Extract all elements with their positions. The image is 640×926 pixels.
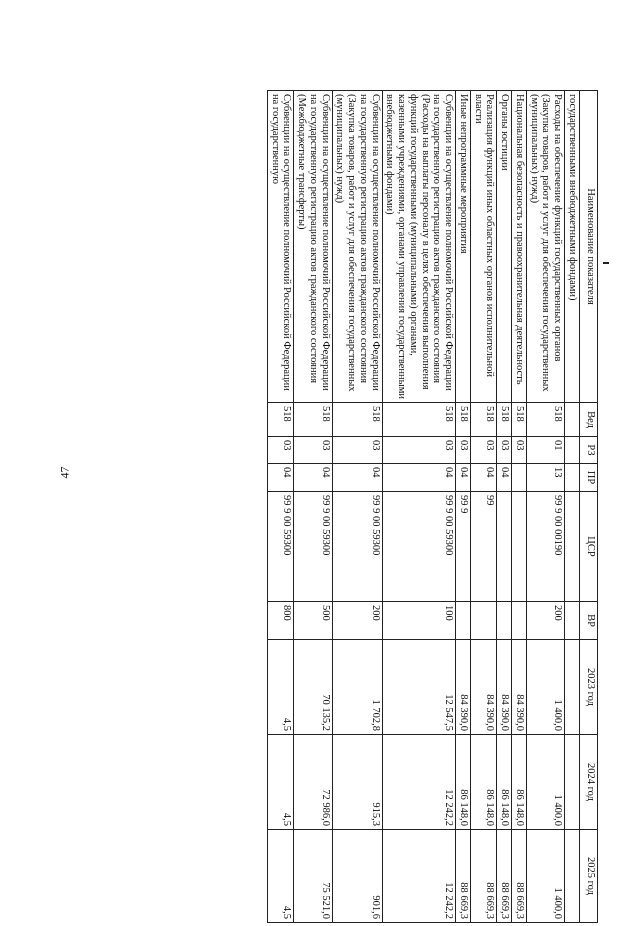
cell-2024: 86 148,0 [456,735,471,830]
cell-ved [565,403,580,437]
cell-2024: 12 242,2 [382,735,456,830]
cell-pr: 04 [332,464,382,492]
cell-2025: 88 669,3 [512,830,527,923]
budget-table [267,90,598,923]
cell-2023: 1 702,8 [332,640,382,735]
cell-csr: 99 9 [456,492,471,602]
cell-name: Реализация функций иных областных органов исполнительной власти [471,91,498,403]
cell-ved: 518 [456,403,471,437]
cell-csr: 99 9 00 59300 [294,492,332,602]
cell-pr: 04 [471,464,498,492]
cell-name: Субвенции на осуществление полномочий Российской Федерации на государственную регистрацию актов гражданского состояния (Межбюджетные трансферты) [294,91,332,403]
cell-name: Субвенции на осуществление полномочий Российской Федерации на государственную регистрацию актов гражданского состояния (Закупка товаров, работ и услуг для обеспечения государственных (муниципальных) нужд) [332,91,382,403]
cell-pr: 04 [268,464,295,492]
scan-mark [603,262,609,264]
cell-rz: 03 [497,437,512,464]
cell-vr [471,602,498,640]
table-row [497,91,512,923]
table-row [471,91,498,923]
cell-ved: 518 [497,403,512,437]
cell-2023: 4,5 [268,640,295,735]
cell-csr: 99 9 00 00190 [527,492,565,602]
cell-2025 [565,830,580,923]
cell-rz: 03 [268,437,295,464]
cell-name: Расходы на обеспечение функций государственных органов (Закупка товаров, работ и услуг для обеспечения государственных (муниципальных) нужд) [527,91,565,403]
col-header-name: Наименование показателя [580,91,598,403]
cell-rz: 01 [527,437,565,464]
table-row [527,91,565,923]
cell-csr [497,492,512,602]
cell-rz: 03 [382,437,456,464]
cell-rz [565,437,580,464]
cell-2024 [565,735,580,830]
table-row [332,91,382,923]
cell-pr: 13 [527,464,565,492]
cell-2023: 84 390,0 [512,640,527,735]
cell-2023: 84 390,0 [456,640,471,735]
cell-name: Органы юстиции [497,91,512,403]
cell-name: Национальная безопасность и правоохранительная деятельность [512,91,527,403]
cell-2025: 75 521,0 [294,830,332,923]
cell-2025: 88 669,3 [471,830,498,923]
cell-csr: 99 9 00 59300 [382,492,456,602]
table-row [268,91,295,923]
cell-pr: 04 [497,464,512,492]
cell-2023: 70 135,2 [294,640,332,735]
cell-ved: 518 [382,403,456,437]
table-row [294,91,332,923]
col-header-2023: 2023 год [580,640,598,735]
cell-2023: 84 390,0 [497,640,512,735]
col-header-pr: ПР [580,464,598,492]
cell-csr: 99 9 00 59300 [332,492,382,602]
cell-vr [456,602,471,640]
cell-vr [497,602,512,640]
cell-2024: 915,3 [332,735,382,830]
cell-ved: 518 [268,403,295,437]
cell-2024: 86 148,0 [512,735,527,830]
col-header-2025: 2025 год [580,830,598,923]
cell-2025: 88 669,3 [456,830,471,923]
cell-name: Иные непрограммные мероприятия [456,91,471,403]
cell-2023: 12 547,5 [382,640,456,735]
cell-2024: 1 400,0 [527,735,565,830]
cell-ved: 518 [512,403,527,437]
cell-csr [565,492,580,602]
cell-2025: 4,5 [268,830,295,923]
cell-2025: 901,6 [332,830,382,923]
cell-pr [565,464,580,492]
cell-pr [512,464,527,492]
table-row [382,91,456,923]
cell-ved: 518 [471,403,498,437]
col-header-vr: ВР [580,602,598,640]
table-row [512,91,527,923]
cell-ved: 518 [527,403,565,437]
col-header-2024: 2024 год [580,735,598,830]
table-row [565,91,580,923]
col-header-rz: РЗ [580,437,598,464]
cell-2024: 4,5 [268,735,295,830]
cell-rz: 03 [512,437,527,464]
cell-rz: 03 [471,437,498,464]
cell-2025: 88 669,3 [497,830,512,923]
cell-vr [512,602,527,640]
document-page [86,90,598,922]
cell-pr: 04 [382,464,456,492]
cell-ved: 518 [332,403,382,437]
cell-rz: 03 [456,437,471,464]
col-header-ved: Вед [580,403,598,437]
cell-vr: 800 [268,602,295,640]
page-number: 47 [57,466,72,479]
cell-rz: 03 [294,437,332,464]
cell-name: государственными внебюджетными фондами) [565,91,580,403]
cell-2024: 86 148,0 [471,735,498,830]
cell-vr: 100 [382,602,456,640]
cell-pr: 04 [456,464,471,492]
cell-vr: 200 [527,602,565,640]
cell-csr [512,492,527,602]
cell-vr: 200 [332,602,382,640]
cell-ved: 518 [294,403,332,437]
cell-vr [565,602,580,640]
header-row [580,91,598,923]
cell-2024: 86 148,0 [497,735,512,830]
cell-csr: 99 9 00 59300 [268,492,295,602]
cell-2023: 1 400,0 [527,640,565,735]
cell-2023 [565,640,580,735]
cell-pr: 04 [294,464,332,492]
cell-2024: 72 986,0 [294,735,332,830]
cell-name: Субвенции на осуществление полномочий Российской Федерации на государственную регистрацию актов гражданского состояния (Расходы на выплаты персоналу в целях обеспечения выполнения функций государственными (муниципальными) органами, казенными учреждениями, органами управления государственными внебюджетными фондами) [382,91,456,403]
cell-vr: 500 [294,602,332,640]
cell-2025: 12 242,2 [382,830,456,923]
table-row [456,91,471,923]
cell-csr: 99 [471,492,498,602]
cell-2025: 1 400,0 [527,830,565,923]
cell-name: Субвенции на осуществление полномочий Российской Федерации на государственную [268,91,295,403]
cell-2023: 84 390,0 [471,640,498,735]
col-header-csr: ЦСР [580,492,598,602]
cell-rz: 03 [332,437,382,464]
